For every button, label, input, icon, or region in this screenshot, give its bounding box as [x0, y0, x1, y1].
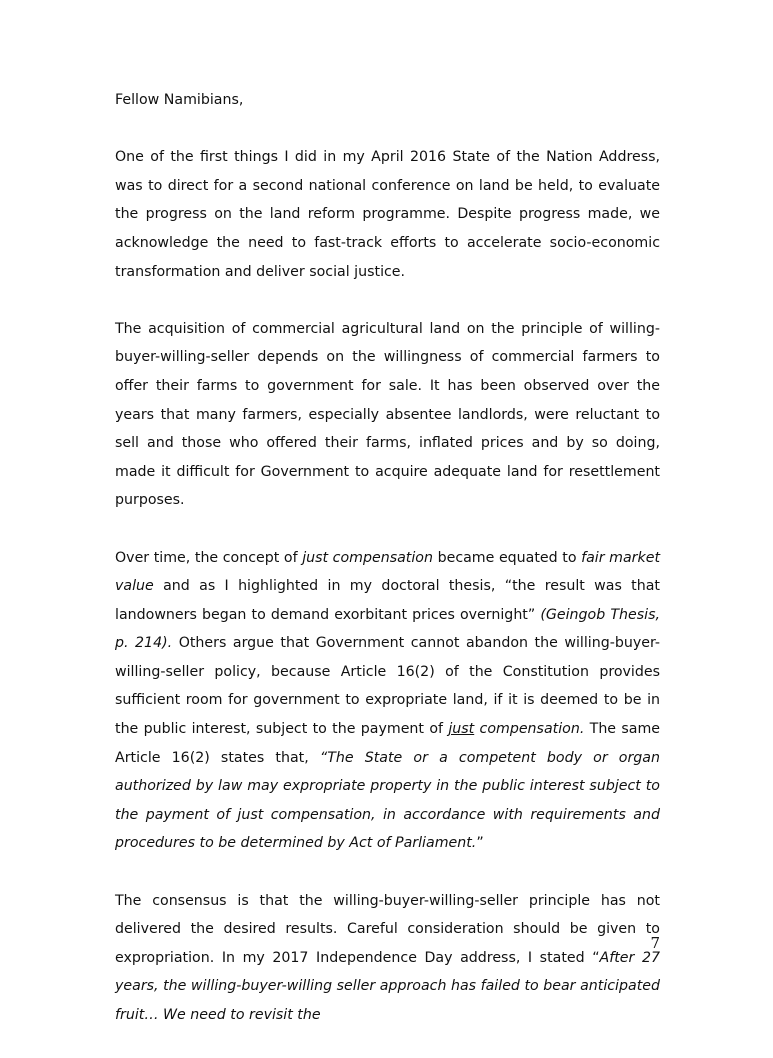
document-body	[115, 86, 660, 1058]
paragraph-1: One of the first things I did in my April 2016 State of the Nation Address, was to direct for a second national conference on land be held, to evaluate the progress on the land reform programme. Despite progress made, we acknowledge the need to fast-track efforts to accelerate socio-economic transformation and deliver social justice.	[115, 149, 660, 280]
paragraph-3-text-4: Others argue that Government cannot abandon the willing-buyer-willing-seller policy, because Article 16(2) of the Constitution provides sufficient room for government to expropriate land, if it is deemed to be in the public interest, subject to the payment of	[115, 635, 660, 738]
paragraph-3	[115, 544, 660, 859]
quote-article-16-2: “The State or a competent body or organ authorized by law may expropriate property in the public interest subject to the payment of just compensation, in accordance with requirements and procedures to be determined by Act of Parliament.	[115, 749, 660, 852]
paragraph-3-text-1: Over time, the concept of	[115, 549, 303, 566]
paragraph-4-text-1: The consensus is that the willing-buyer-willing-seller principle has not delivered the desired results. Careful consideration should be given to expropriation. In my 2017 Independence Day address, I stated “	[115, 892, 660, 966]
emphasis-just-compensation: just compensation	[302, 549, 433, 566]
paragraph-3-text-3: and as I highlighted in my doctoral thesis, “the result was that landowners began to demand exorbitant prices overnight”	[115, 578, 660, 623]
paragraph-2: The acquisition of commercial agricultural land on the principle of willing-buyer-willing-seller depends on the willingness of commercial farmers to offer their farms to government for sale. It has been observed over the years that many farmers, especially absentee landlords, were reluctant to sell and those who offered their farms, inflated prices and by so doing, made it difficult for Government to acquire adequate land for resettlement purposes.	[115, 320, 660, 509]
salutation: Fellow Namibians,	[115, 92, 244, 108]
paragraph-3-text-2: became equated to	[432, 549, 582, 566]
emphasis-fair-market-value: fair market value	[115, 549, 661, 595]
quote-independence-day-address: After 27 years, the willing-buyer-willing seller approach has failed to bear anticipated fruit… We need to revisit the	[115, 949, 660, 1023]
page-number: 7	[650, 934, 660, 952]
paragraph-3-text-5: The same Article 16(2) states that,	[115, 721, 660, 766]
paragraph-4	[115, 887, 660, 1030]
paragraph-3-text-6: ”	[476, 835, 484, 852]
emphasis-compensation: compensation.	[474, 721, 585, 738]
emphasis-just-underlined: just	[448, 721, 475, 738]
citation-geingob-thesis: (Geingob Thesis, p. 214).	[115, 606, 660, 652]
